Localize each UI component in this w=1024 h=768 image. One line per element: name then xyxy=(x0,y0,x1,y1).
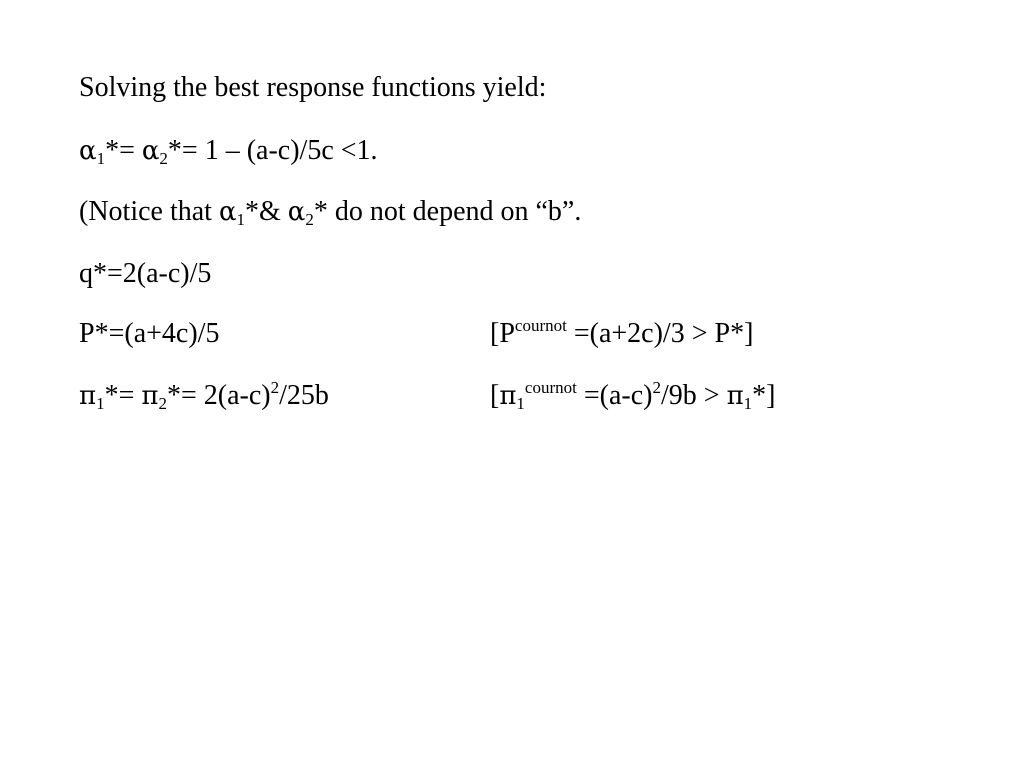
subscript-1: 1 xyxy=(516,394,525,413)
superscript-2: 2 xyxy=(270,378,280,397)
profit-formula-tail: /25b xyxy=(279,380,329,411)
alpha-symbol: α xyxy=(287,197,306,227)
alpha-formula-rest: *= 1 – (a-c)/5c <1. xyxy=(167,135,378,166)
text-line-price-left xyxy=(79,320,219,348)
cournot-profit-mid: =(a-c) xyxy=(576,380,653,411)
alpha-symbol: α xyxy=(141,136,160,166)
text-line-alpha-equilibrium xyxy=(79,135,378,168)
notice-rest: * do not depend on “b”. xyxy=(313,196,582,227)
subscript-1: 1 xyxy=(236,210,246,229)
alpha-symbol: α xyxy=(218,197,237,227)
subscript-2: 2 xyxy=(305,210,314,229)
profit-formula: *= 2(a-c) xyxy=(166,380,271,411)
text-line-profit-left xyxy=(79,378,329,413)
notice-mid: *& xyxy=(245,196,288,227)
pi-symbol: π xyxy=(141,381,159,411)
subscript-2: 2 xyxy=(159,149,168,168)
subscript-1: 1 xyxy=(96,149,106,168)
superscript-cournot: cournot xyxy=(524,378,577,397)
cournot-price-open: [P xyxy=(490,318,515,349)
subscript-2: 2 xyxy=(158,394,167,413)
text-line-price-cournot xyxy=(490,316,754,349)
notice-prefix: (Notice that xyxy=(79,196,219,227)
text-line-solving xyxy=(79,74,546,102)
subscript-1: 1 xyxy=(96,394,105,413)
cournot-profit-mid2: /9b > xyxy=(660,380,727,411)
pi-symbol: π xyxy=(499,381,517,411)
superscript-2: 2 xyxy=(652,378,661,397)
subscript-1: 1 xyxy=(743,394,753,413)
cournot-profit-open: [ xyxy=(490,380,500,411)
price-formula: P*=(a+4c)/5 xyxy=(79,318,220,349)
solving-text: Solving the best response functions yield: xyxy=(79,72,547,103)
pi-symbol: π xyxy=(726,381,744,411)
text-line-quantity xyxy=(79,260,211,288)
superscript-cournot: cournot xyxy=(514,316,567,335)
text-line-notice xyxy=(79,196,582,229)
cournot-price-rest: =(a+2c)/3 > P*] xyxy=(566,318,754,349)
profit-equals: *= xyxy=(104,380,142,411)
equals-text: *= xyxy=(105,135,142,166)
text-line-profit-cournot xyxy=(490,378,776,413)
cournot-profit-close: *] xyxy=(752,380,776,411)
quantity-formula: q*=2(a-c)/5 xyxy=(79,258,212,289)
alpha-symbol: α xyxy=(79,136,97,166)
pi-symbol: π xyxy=(79,381,97,411)
